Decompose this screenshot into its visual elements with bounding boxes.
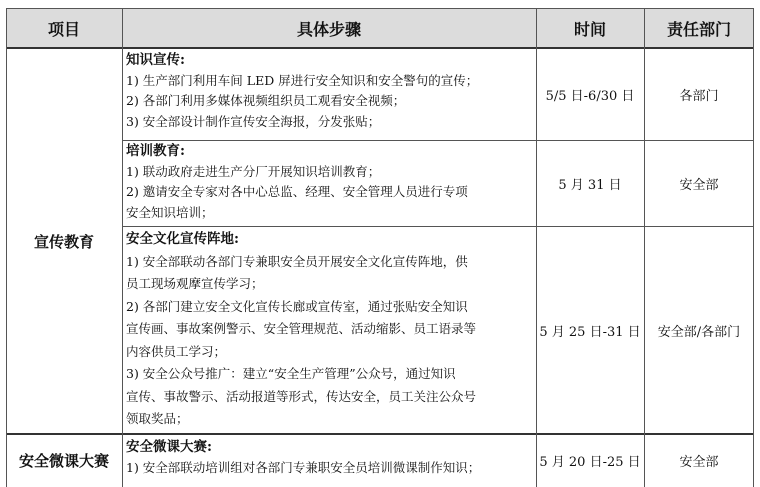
dept-cell: 安全部 (679, 177, 719, 193)
header-time: 时间 (536, 8, 644, 48)
steps-cell (122, 141, 536, 225)
header-project: 项目 (6, 8, 122, 48)
table-border (753, 8, 754, 487)
header-divider (6, 47, 754, 49)
time-cell: 5/5 日-6/30 日 (545, 88, 635, 104)
row-divider (6, 433, 754, 435)
step-line: 1) 安全部联动培训组对各部门专兼职安全员培训微课制作知识； (126, 459, 481, 475)
group-label-publicity: 宣传教育 (33, 232, 94, 251)
steps-cell (122, 50, 536, 140)
column-divider (6, 8, 7, 487)
time-cell: 5 月 20 日-25 日 (539, 455, 641, 470)
header-dept: 责任部门 (644, 8, 754, 48)
step-line: 2) 各部门利用多媒体视频组织员工观看安全视频； (126, 93, 406, 108)
step-title: 培训教育: (126, 143, 185, 159)
step-line: 宣传、事故警示、活动报道等形式，传达安全，员工关注公众号 (126, 388, 477, 404)
step-line: 1) 联动政府走进生产分厂开展知识培训教育； (126, 163, 381, 179)
step-line: 3) 安全公众号推广：建立“安全生产管理”公众号，通过知识 (126, 366, 456, 381)
step-title: 知识宣传: (126, 52, 185, 68)
time-cell: 5 月 25 日-31 日 (539, 324, 641, 340)
step-line: 领取奖品； (126, 411, 189, 426)
row-divider (122, 140, 754, 141)
step-line: 内容供员工学习； (126, 343, 227, 359)
step-line: 1) 生产部门利用车间 LED 屏进行安全知识和安全警句的宣传； (126, 72, 479, 88)
table-border (6, 8, 754, 9)
time-cell: 5 月 31 日 (558, 177, 622, 193)
dept-cell: 安全部/各部门 (657, 324, 741, 340)
step-line: 3) 安全部设计制作宣传安全海报，分发张贴； (126, 113, 381, 129)
dept-cell: 各部门 (679, 88, 719, 104)
step-line: 2) 各部门建立安全文化宣传长廊或宣传室，通过张贴安全知识 (126, 298, 468, 314)
schedule-table (6, 8, 754, 487)
column-divider (122, 8, 123, 487)
steps-cell (122, 437, 536, 485)
step-title: 安全文化宣传阵地: (126, 231, 239, 247)
column-divider (536, 8, 537, 487)
step-line: 1) 安全部联动各部门专兼职安全员开展安全文化宣传阵地，供 (126, 253, 468, 269)
step-title: 安全微课大赛: (126, 439, 212, 455)
step-line: 安全知识培训； (126, 204, 214, 220)
steps-cell (122, 228, 536, 432)
header-steps: 具体步骤 (122, 8, 536, 48)
group-label-microlesson: 安全微课大赛 (18, 452, 109, 470)
step-line: 宣传画、事故案例警示、安全管理规范、活动缩影、员工语录等 (126, 321, 477, 336)
column-divider (644, 8, 645, 487)
step-line: 员工现场观摩宣传学习； (126, 276, 264, 291)
row-divider (122, 226, 754, 227)
step-line: 2) 邀请安全专家对各中心总监、经理、安全管理人员进行专项 (126, 184, 468, 199)
dept-cell: 安全部 (679, 455, 719, 470)
